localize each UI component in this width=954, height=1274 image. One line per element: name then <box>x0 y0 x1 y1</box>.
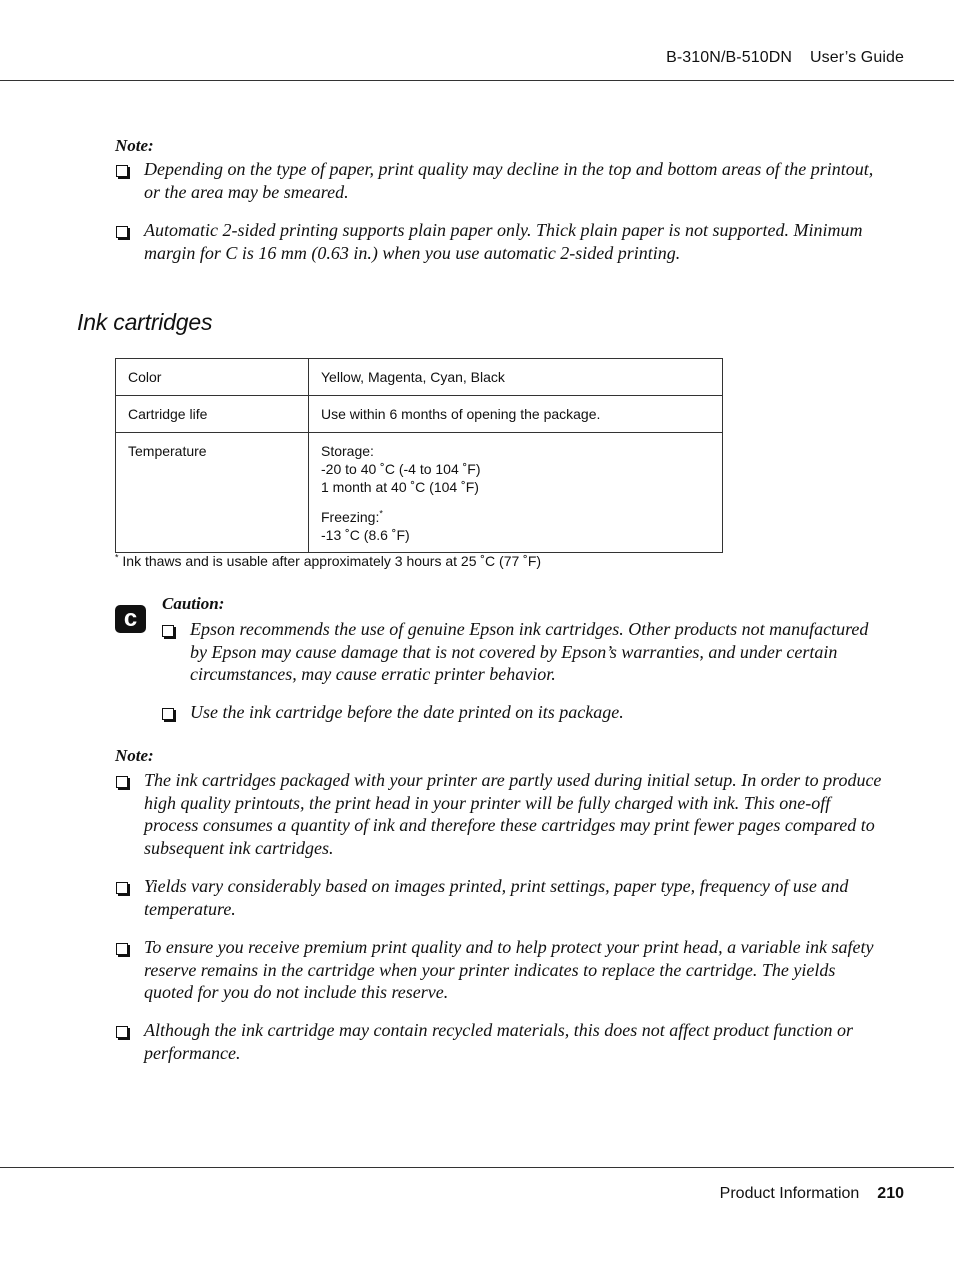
header-rule <box>0 80 954 81</box>
caution-item: Use the ink cartridge before the date printed on its package. <box>190 702 624 722</box>
header-model: B-310N/B-510DN <box>666 49 793 66</box>
footer-section: Product Information <box>719 1185 860 1202</box>
storage-label: Storage: <box>321 443 374 459</box>
note-label: Note: <box>115 136 154 155</box>
footer-rule <box>0 1167 954 1168</box>
storage-limit: 1 month at 40 ˚C (104 ˚F) <box>321 479 479 495</box>
freezing-value: -13 ˚C (8.6 ˚F) <box>321 527 410 543</box>
note-item: Although the ink cartridge may contain recycled materials, this does not affect product function or performance. <box>144 1020 854 1063</box>
caution-item: Epson recommends the use of genuine Epson ink cartridges. Other products not manufactured by Epson may cause damage that is not covered by Epson’s warranties, and under certain circumstances, may cause erratic printer behavior. <box>190 619 869 684</box>
table-row <box>116 433 723 553</box>
bullet-checkbox-icon <box>116 226 128 238</box>
table-cell-label: Cartridge life <box>116 396 309 433</box>
table-cell-label: Temperature <box>116 433 309 553</box>
footnote-marker: * <box>379 508 383 519</box>
bullet-checkbox-icon <box>162 625 174 637</box>
table-cell-value: Use within 6 months of opening the package. <box>309 396 723 433</box>
caution-label: Caution: <box>162 594 225 613</box>
bullet-checkbox-icon <box>162 708 174 720</box>
note-item: Yields vary considerably based on images printed, print settings, paper type, frequency of use and temperature. <box>144 876 849 919</box>
bullet-checkbox-icon <box>116 882 128 894</box>
table-cell-label: Color <box>116 359 309 396</box>
table-cell-value <box>309 433 723 553</box>
note-item: To ensure you receive premium print quality and to help protect your print head, a variable ink safety reserve remains in the cartridge when your printer indicates to replace the cartridge. The yields quoted for you do not include this reserve. <box>144 937 874 1002</box>
page-header <box>666 49 904 67</box>
page-number: 210 <box>877 1185 904 1202</box>
caution-icon: c <box>115 605 146 633</box>
footnote-marker: * <box>115 552 119 563</box>
table-row <box>116 396 723 433</box>
table-footnote <box>115 553 541 569</box>
table-cell-value: Yellow, Magenta, Cyan, Black <box>309 359 723 396</box>
note-item: Automatic 2-sided printing supports plain paper only. Thick plain paper is not supported. Minimum margin for C is 16 mm (0.63 in.) when you use automatic 2-sided printing. <box>144 220 863 263</box>
bullet-checkbox-icon <box>116 776 128 788</box>
header-guide-title: User’s Guide <box>810 49 904 66</box>
page-footer <box>720 1185 904 1203</box>
bullet-checkbox-icon <box>116 1026 128 1038</box>
note-item: Depending on the type of paper, print quality may decline in the top and bottom areas of the printout, or the area may be smeared. <box>144 159 874 202</box>
storage-range: -20 to 40 ˚C (-4 to 104 ˚F) <box>321 461 481 477</box>
bullet-checkbox-icon <box>116 165 128 177</box>
note-item: The ink cartridges packaged with your printer are partly used during initial setup. In order to produce high quality printouts, the print head in your printer will be fully charged with ink. This one-off process consumes a quantity of ink and therefore these cartridges may print fewer pages compared to subsequent ink cartridges. <box>144 770 882 858</box>
table-row <box>116 359 723 396</box>
footnote-text: Ink thaws and is usable after approximately 3 hours at 25 ˚C (77 ˚F) <box>118 553 542 569</box>
freezing-label: Freezing:* <box>321 508 383 525</box>
ink-cartridge-specs-table <box>115 358 723 553</box>
section-title: Ink cartridges <box>77 309 213 335</box>
note-label: Note: <box>115 746 154 765</box>
bullet-checkbox-icon <box>116 943 128 955</box>
